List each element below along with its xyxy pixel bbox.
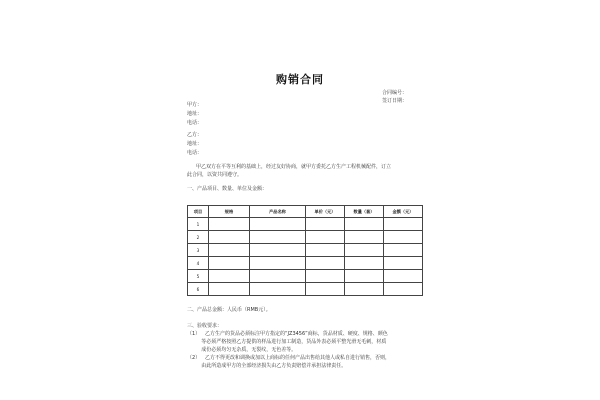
contract-number-label: 合同编号： [382, 90, 408, 96]
spec-cell [209, 218, 250, 231]
clause-line: 由此所造成甲方的全部经济损失由乙方负责赔偿并承担法律责任。 [187, 363, 347, 369]
party-b-name-label: 乙方： [187, 132, 203, 138]
section-3-heading: 三、验收要求： [187, 323, 223, 329]
product-name-cell [250, 231, 306, 244]
spec-cell [209, 231, 250, 244]
amount-cell [384, 283, 423, 296]
row-number: 6 [188, 283, 209, 296]
amount-cell [384, 218, 423, 231]
clause-line: 成份必须均匀无杂质，无裂纹，无色差等。 [187, 347, 297, 353]
quantity-cell [345, 270, 384, 283]
spec-cell [209, 270, 250, 283]
column-header-unit-price: 单价（元） [306, 206, 345, 218]
party-a-name-label: 甲方： [187, 102, 203, 108]
party-b-phone-label: 电话： [187, 150, 203, 156]
party-b-address-label: 地址： [187, 141, 203, 147]
table-row [188, 218, 423, 231]
unit-price-cell [306, 283, 345, 296]
row-number: 3 [188, 244, 209, 257]
unit-price-cell [306, 218, 345, 231]
quantity-cell [345, 257, 384, 270]
quantity-cell [345, 244, 384, 257]
quantity-cell [345, 231, 384, 244]
section-2-total-amount: 二、产品总金额：人民币（RMB元）。 [187, 307, 271, 313]
column-header-spec: 规格 [209, 206, 250, 218]
amount-cell [384, 231, 423, 244]
amount-cell [384, 270, 423, 283]
section-1-heading: 一、产品项目、数量、单位及金额： [187, 186, 268, 192]
row-number: 5 [188, 270, 209, 283]
party-a-address-label: 地址： [187, 111, 203, 117]
table-row [188, 283, 423, 296]
unit-price-cell [306, 257, 345, 270]
intro-line: 此合同，以资共同遵守。 [187, 172, 243, 178]
spec-cell [209, 257, 250, 270]
table-row [188, 270, 423, 283]
unit-price-cell [306, 231, 345, 244]
product-name-cell [250, 283, 306, 296]
unit-price-cell [306, 244, 345, 257]
row-number: 4 [188, 257, 209, 270]
column-header-amount: 金额（元） [384, 206, 423, 218]
table-row [188, 244, 423, 257]
amount-cell [384, 257, 423, 270]
sign-date-label: 签订日期： [382, 98, 408, 104]
product-table [187, 205, 423, 296]
spec-cell [209, 244, 250, 257]
row-number: 2 [188, 231, 209, 244]
clause-line: 等必须严格按照乙方提供的样品进行加工制造，货品外表必须平整光滑无毛刺，材质 [187, 339, 387, 345]
column-header-product-name: 产品名称 [250, 206, 306, 218]
product-name-cell [250, 257, 306, 270]
table-header-row [188, 206, 423, 218]
row-number: 1 [188, 218, 209, 231]
quantity-cell [345, 218, 384, 231]
clause-line: （1） 乙方生产的货品必须标注甲方指定的“JZ3456”商标，货品材质、硬度、规格、颜色 [187, 331, 388, 337]
product-name-cell [250, 270, 306, 283]
spec-cell [209, 283, 250, 296]
unit-price-cell [306, 270, 345, 283]
column-header-item: 项目 [188, 206, 209, 218]
table-row [188, 257, 423, 270]
column-header-quantity: 数量（套） [345, 206, 384, 218]
product-name-cell [250, 218, 306, 231]
product-name-cell [250, 244, 306, 257]
document-title: 购销合同 [276, 73, 324, 86]
party-a-phone-label: 电话： [187, 120, 203, 126]
amount-cell [384, 244, 423, 257]
clause-line: （2） 乙方不得更改和调换或加以上商标的任何产品出售给其他人或私自进行销售，否则， [187, 355, 390, 361]
quantity-cell [345, 283, 384, 296]
table-row [188, 231, 423, 244]
intro-line: 甲乙双方在平等互利的基础上，经过友好协商，就甲方委托乙方生产工程机械配件，订立 [196, 164, 392, 170]
